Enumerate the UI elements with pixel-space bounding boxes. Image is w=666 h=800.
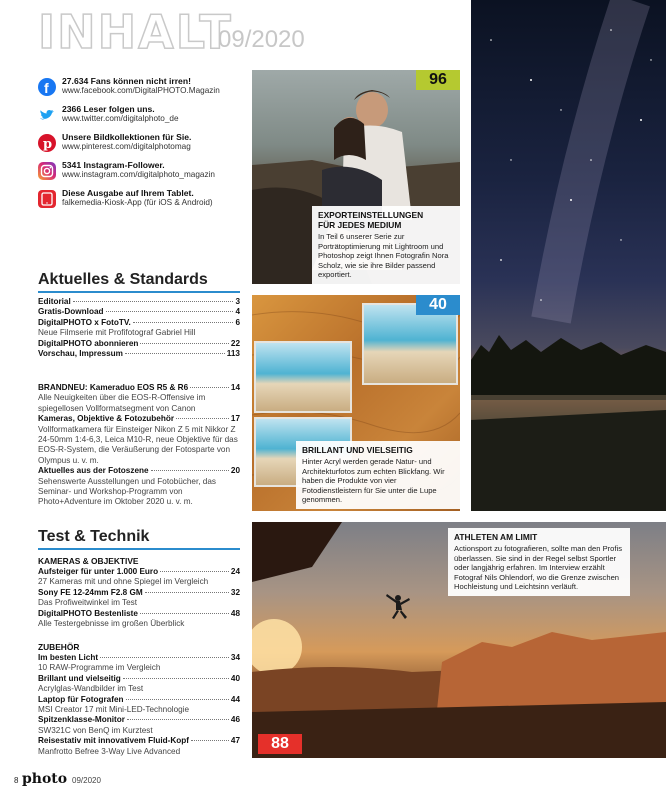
toc-page: 17 [230,414,240,424]
toc-group-kameras [38,567,240,629]
caption-text: In Teil 6 unserer Serie zur Porträtoptimierung mit Lightroom und Photoshop zeigt Ihnen Fotografin Nora Scholz, wie sie ihre Bilder passend exportiert. [318,232,449,280]
social-instagram-url[interactable]: www.instagram.com/digitalphoto_magazin [62,170,215,179]
toc-page: 46 [230,715,240,725]
toc-entry[interactable] [38,588,240,598]
toc-title: DigitalPHOTO abonnieren [38,338,139,348]
toc-page: 20 [230,466,240,476]
social-facebook[interactable] [38,76,253,98]
toc-page: 4 [235,307,240,317]
toc-page: 24 [230,567,240,576]
photo-milky-way-night[interactable] [471,0,666,511]
toc-description: MSI Creator 17 mit Mini-LED-Technologie [38,705,190,715]
social-tablet-app-name: falkemedia-Kiosk-App (für iOS & Android) [62,198,213,207]
page-badge-40: 40 [416,295,460,315]
svg-text:f: f [44,80,49,96]
toc-description: Neue Filmserie mit Profifotograf Gabriel Hill [38,328,196,338]
toc-subheading-zubehoer: ZUBEHÖR [38,642,80,652]
toc-description: Alle Neuigkeiten über die EOS-R-Offensive im spiegellosen Vollformatsegment von Canon [38,393,206,413]
toc-description: SW321C von BenQ im Kurztest [38,725,153,735]
toc-description: 27 Kameras mit und ohne Spiegel im Vergleich [38,577,209,587]
toc-title: Editorial [38,297,71,306]
twitter-icon [38,106,56,124]
section-divider [38,291,240,293]
toc-entry[interactable] [38,609,240,619]
section-heading-aktuelles: Aktuelles & Standards [38,271,208,288]
caption-heading: FÜR JEDES MEDIUM [318,220,402,230]
toc-description: Das Profiweitwinkel im Test [38,598,138,608]
toc-group-standards [38,297,240,359]
page-badge-96: 96 [416,70,460,90]
tablet-app-icon [38,190,56,208]
toc-entry[interactable] [38,695,240,705]
page-title: INHALT [38,5,233,59]
toc-page: 48 [230,608,240,618]
svg-text:p: p [43,137,53,152]
toc-title: Vorschau, Impressum [38,349,123,359]
footer-issue: 09/2020 [72,776,101,785]
toc-group-news [38,383,240,508]
caption-heading: EXPORTEINSTELLUNGEN [318,210,424,220]
toc-description: Acrylglas-Wandbilder im Test [38,684,144,694]
social-tablet-text: Diese Ausgabe auf Ihrem Tablet. [62,188,194,198]
toc-page: 40 [230,673,240,683]
caption-couple [312,206,460,284]
caption-athlete [448,528,630,596]
toc-title: Aufsteiger für unter 1.000 Euro [38,567,159,576]
toc-title: Spitzenklasse-Monitor [38,715,125,725]
toc-title: DigitalPHOTO x FotoTV. [38,317,131,327]
social-pinterest-url[interactable]: www.pinterest.com/digitalphotomag [62,142,191,151]
social-twitter-text: 2366 Leser folgen uns. [62,104,155,114]
toc-entry[interactable] [38,383,240,393]
toc-entry[interactable] [38,349,240,359]
toc-group-zubehoer [38,653,240,757]
toc-description: 10 RAW-Programme im Vergleich [38,663,161,673]
toc-page: 44 [230,694,240,704]
social-pinterest[interactable] [38,132,253,154]
toc-page: 14 [230,383,240,392]
toc-page: 6 [235,317,240,327]
toc-entry[interactable] [38,466,240,476]
toc-title: BRANDNEU: Kameraduo EOS R5 & R6 [38,383,189,392]
toc-entry[interactable] [38,307,240,317]
toc-title: DigitalPHOTO Bestenliste [38,608,138,618]
caption-heading: ATHLETEN AM LIMIT [454,532,538,542]
toc-title: Brillant und vielseitig [38,673,121,683]
toc-page: 47 [230,736,240,746]
toc-entry[interactable] [38,736,240,746]
toc-description: Sehenswerte Ausstellungen und Fotobücher, das Seminar- und Workshop-Programm von Photo+Adventure im Oktober 2020 u. v. m. [38,476,216,507]
toc-title: Aktuelles aus der Fotoszene [38,466,149,476]
toc-entry[interactable] [38,414,240,424]
toc-title: Reisestativ mit innovativem Fluid-Kopf [38,736,190,746]
toc-entry[interactable] [38,715,240,725]
social-facebook-text: 27.634 Fans können nicht irren! [62,76,191,86]
section-divider [38,548,240,550]
toc-description: Alle Testergebnisse im großen Überblick [38,619,185,629]
toc-title: Im besten Licht [38,653,99,662]
toc-page: 34 [230,653,240,662]
toc-title: Kameras, Objektive & Fotozubehör [38,414,175,424]
toc-description: Manfrotto Befree 3-Way Live Advanced [38,746,181,756]
toc-page: 113 [226,349,240,359]
pinterest-icon [38,134,56,152]
toc-title: Sony FE 12-24mm F2.8 GM [38,587,143,597]
instagram-icon [38,162,56,180]
page-number: 8 [14,776,19,785]
toc-entry[interactable] [38,318,240,328]
social-twitter-url[interactable]: www.twitter.com/digitalphoto_de [62,114,179,123]
toc-entry[interactable] [38,674,240,684]
caption-text: Hinter Acryl werden gerade Natur- und Architekturfotos zum echten Blickfang. Wir haben die Produkte von vier Fotodienstleistern für Sie unter die Lupe genommen. [302,457,445,505]
toc-entry[interactable] [38,567,240,577]
toc-entry[interactable] [38,339,240,349]
social-pinterest-text: Unsere Bildkollektionen für Sie. [62,132,192,142]
section-heading-test: Test & Technik [38,528,150,545]
social-tablet-app[interactable] [38,188,253,210]
toc-subheading-kameras: KAMERAS & OBJEKTIVE [38,556,139,566]
toc-title: Gratis-Download [38,307,104,317]
toc-page: 22 [230,338,240,348]
magazine-logo: photo [22,771,68,787]
social-twitter[interactable] [38,104,253,126]
photo-couple-portrait[interactable] [252,70,460,284]
toc-entry[interactable] [38,297,240,307]
social-instagram[interactable] [38,160,253,182]
photo-athlete-canyon[interactable] [252,522,666,758]
caption-acrylic [296,441,460,509]
social-facebook-url[interactable]: www.facebook.com/DigitalPHOTO.Magazin [62,86,220,95]
toc-entry[interactable] [38,653,240,663]
photo-acrylic-panels[interactable] [252,295,460,511]
caption-heading: BRILLANT UND VIELSEITIG [302,445,413,455]
toc-title: Laptop für Fotografen [38,694,124,704]
facebook-icon [38,78,56,96]
page-badge-88: 88 [258,734,302,754]
social-instagram-text: 5341 Instagram-Follower. [62,160,165,170]
toc-page: 32 [230,587,240,597]
toc-description: Vollformatkamera für Einsteiger Nikon Z 5 mit Nikkor Z 24-50mm 1:4-6,3, Leica M10-R, neue Objektive für das EOS-R-System, die Veräußerung der Fotosparte von Olympus u. v. m. [38,424,238,465]
night-sky-illustration [471,0,666,511]
issue-number: 09/2020 [218,26,305,53]
caption-text: Actionsport zu fotografieren, sollte man den Profis überlassen. Sie sind in der Regel selbst Sportler oder langjährig erfahren. Im Interview erzählt Fotograf Nils Ohlendorf, wo die Grenze zwischen Hochleistung und Leichtsinn verläuft. [454,544,622,592]
toc-page: 3 [235,297,240,306]
